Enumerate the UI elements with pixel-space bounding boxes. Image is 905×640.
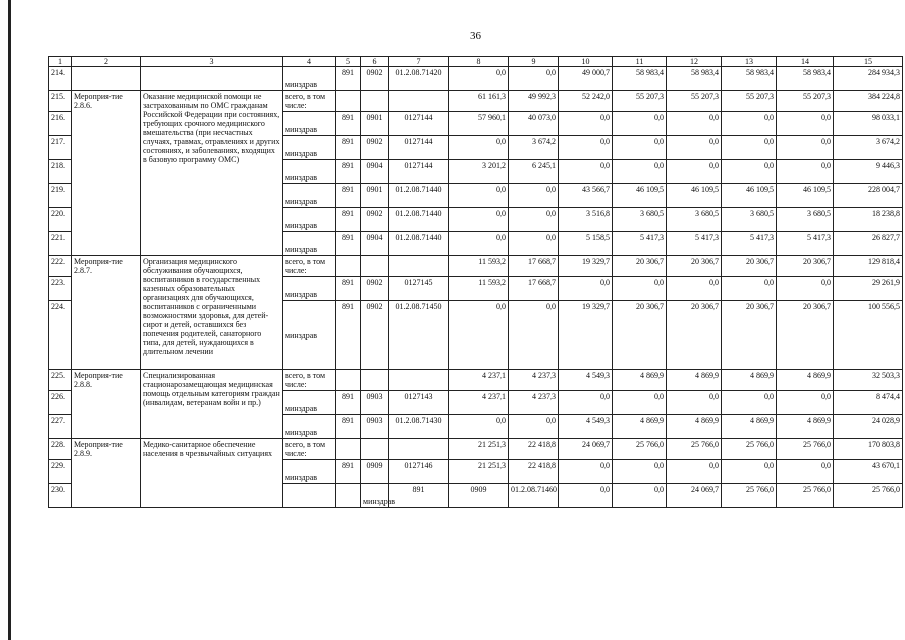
target-article-cell: 01.2.08.71440 [389,232,449,256]
section-cell: 0902 [361,208,389,232]
value-cell: 4 869,9 [613,370,667,391]
object-cell: минздрав [283,160,336,184]
value-cell: 0,0 [613,391,667,415]
total-cell: 384 224,8 [834,91,903,112]
value-cell: 5 158,5 [559,232,613,256]
value-cell: 20 306,7 [613,256,667,277]
grbs-cell [336,256,361,277]
row-number: 229. [49,460,72,484]
header-cell: 11 [613,57,667,67]
target-article-cell: 01.2.08.71420 [389,67,449,91]
value-cell: 0,0 [667,277,722,301]
value-cell: 0,0 [777,160,834,184]
value-cell: 0,0 [722,160,777,184]
value-cell: 25 766,0 [777,484,834,508]
value-cell: 55 207,3 [667,91,722,112]
object-cell: минздрав [283,391,336,415]
object-cell: минздрав [283,415,336,439]
value-cell: 0,0 [509,208,559,232]
object-cell: всего, в том числе: [283,91,336,112]
value-cell: 25 766,0 [722,439,777,460]
value-cell: 0,0 [559,136,613,160]
header-cell: 12 [667,57,722,67]
header-cell: 10 [559,57,613,67]
object-cell: минздрав [283,67,336,91]
grbs-cell: 891 [336,160,361,184]
column-number-header [49,57,903,67]
value-cell: 11 593,2 [449,277,509,301]
value-cell: 25 766,0 [777,439,834,460]
value-cell: 25 766,0 [613,439,667,460]
grbs-cell: 891 [336,301,361,370]
value-cell: 20 306,7 [777,301,834,370]
value-cell: 0,0 [667,136,722,160]
value-cell: 0,0 [722,391,777,415]
section-cell: 0904 [361,160,389,184]
value-cell: 22 418,8 [509,460,559,484]
row-number: 218. [49,160,72,184]
value-cell: 19 329,7 [559,301,613,370]
section-cell: 0904 [361,232,389,256]
value-cell: 4 549,3 [559,415,613,439]
target-article-cell [389,439,449,460]
value-cell: 0,0 [777,112,834,136]
row-number: 215. [49,91,72,112]
value-cell: 3 201,2 [449,160,509,184]
budget-table [48,56,903,508]
value-cell: 4 869,9 [667,415,722,439]
object-cell: минздрав [283,232,336,256]
total-cell: 26 827,7 [834,232,903,256]
value-cell: 49 992,3 [509,91,559,112]
value-cell: 22 418,8 [509,439,559,460]
row-number: 217. [49,136,72,160]
value-cell: 4 869,9 [777,415,834,439]
value-cell: 46 109,5 [722,184,777,208]
section-cell [361,370,389,391]
grbs-cell: 891 [336,460,361,484]
value-cell: 0,0 [559,484,613,508]
section-cell: 0903 [361,391,389,415]
target-article-cell: 0127145 [389,277,449,301]
header-cell: 4 [283,57,336,67]
section-cell: 0909 [449,484,509,508]
event-cell: Мероприя-тие 2.8.9. [72,439,141,508]
value-cell: 46 109,5 [613,184,667,208]
value-cell: 57 960,1 [449,112,509,136]
value-cell: 0,0 [667,112,722,136]
value-cell: 20 306,7 [613,301,667,370]
description-cell: Медико-санитарное обеспечение населения в чрезвычайных ситуациях [141,439,283,508]
grbs-cell: 891 [336,277,361,301]
header-cell: 3 [141,57,283,67]
target-article-cell: 0127146 [389,460,449,484]
value-cell: 24 069,7 [667,484,722,508]
value-cell: 4 869,9 [777,370,834,391]
value-cell: 20 306,7 [722,256,777,277]
value-cell: 46 109,5 [667,184,722,208]
total-cell: 228 004,7 [834,184,903,208]
header-cell: 14 [777,57,834,67]
value-cell: 0,0 [509,301,559,370]
header-cell: 2 [72,57,141,67]
target-article-cell [389,91,449,112]
grbs-cell [336,439,361,460]
value-cell: 4 237,1 [449,391,509,415]
total-cell: 3 674,2 [834,136,903,160]
grbs-cell: 891 [336,184,361,208]
value-cell: 0,0 [449,184,509,208]
value-cell: 0,0 [667,460,722,484]
value-cell: 0,0 [509,184,559,208]
value-cell: 21 251,3 [449,460,509,484]
grbs-cell [336,370,361,391]
header-cell: 1 [49,57,72,67]
value-cell: 0,0 [509,232,559,256]
value-cell: 4 237,3 [509,391,559,415]
section-cell [361,439,389,460]
row-number: 225. [49,370,72,391]
grbs-cell: 891 [336,136,361,160]
object-cell: минздрав [283,301,336,370]
object-cell: минздрав [283,460,336,484]
value-cell: 0,0 [449,301,509,370]
target-article-cell: 01.2.08.71430 [389,415,449,439]
value-cell: 4 869,9 [722,415,777,439]
object-cell: всего, в том числе: [283,256,336,277]
description-cell: Организация медицинского обслуживания обучающихся, воспитанников в государственных казенных образовательных организациях для обучающихся, воспитанников с ограниченными возможностями здоровья, для детей-сирот и детей, оставшихся без попечения родителей, санаторного типа, для детей, нуждающихся в длительном лечении [141,256,283,370]
value-cell: 58 983,4 [777,67,834,91]
value-cell: 21 251,3 [449,439,509,460]
grbs-cell: 891 [336,232,361,256]
value-cell: 3 674,2 [509,136,559,160]
value-cell: 0,0 [777,391,834,415]
value-cell: 25 766,0 [722,484,777,508]
event-cell [72,67,141,91]
table-row [49,370,903,391]
value-cell: 58 983,4 [613,67,667,91]
target-article-cell [389,370,449,391]
object-cell: минздрав [283,136,336,160]
event-cell: Мероприя-тие 2.8.8. [72,370,141,439]
value-cell: 3 680,5 [613,208,667,232]
object-cell: минздрав [283,208,336,232]
value-cell: 0,0 [449,232,509,256]
value-cell: 0,0 [722,460,777,484]
total-cell: 284 934,3 [834,67,903,91]
value-cell: 0,0 [509,415,559,439]
grbs-cell: 891 [389,484,449,508]
target-article-cell: 0127143 [389,391,449,415]
value-cell: 0,0 [722,112,777,136]
value-cell: 0,0 [559,391,613,415]
value-cell: 0,0 [613,277,667,301]
description-cell [336,484,361,508]
value-cell: 43 566,7 [559,184,613,208]
section-cell: 0901 [361,184,389,208]
value-cell: 20 306,7 [722,301,777,370]
section-cell: 0902 [361,277,389,301]
value-cell: 3 680,5 [722,208,777,232]
row-number: 226. [49,391,72,415]
total-cell: 43 670,1 [834,460,903,484]
value-cell: 17 668,7 [509,277,559,301]
total-cell: 8 474,4 [834,391,903,415]
value-cell: 58 983,4 [722,67,777,91]
object-cell: минздрав [361,484,389,508]
value-cell: 0,0 [777,136,834,160]
table-row [49,256,903,277]
target-article-cell: 0127144 [389,160,449,184]
value-cell: 5 417,3 [722,232,777,256]
row-number: 224. [49,301,72,370]
row-number: 219. [49,184,72,208]
event-cell: Мероприя-тие 2.8.6. [72,91,141,256]
grbs-cell: 891 [336,67,361,91]
value-cell: 5 417,3 [667,232,722,256]
value-cell: 19 329,7 [559,256,613,277]
target-article-cell: 01.2.08.71460 [509,484,559,508]
object-cell: минздрав [283,112,336,136]
value-cell: 55 207,3 [613,91,667,112]
event-cell: Мероприя-тие 2.8.7. [72,256,141,370]
object-cell: минздрав [283,184,336,208]
value-cell: 0,0 [559,460,613,484]
value-cell: 0,0 [613,460,667,484]
value-cell: 20 306,7 [777,256,834,277]
value-cell: 0,0 [509,67,559,91]
value-cell: 4 869,9 [613,415,667,439]
value-cell: 0,0 [559,160,613,184]
value-cell: 0,0 [667,160,722,184]
value-cell: 55 207,3 [777,91,834,112]
value-cell: 0,0 [449,208,509,232]
section-cell [361,91,389,112]
header-cell: 15 [834,57,903,67]
value-cell: 49 000,7 [559,67,613,91]
value-cell: 0,0 [559,112,613,136]
row-number: 220. [49,208,72,232]
header-cell: 8 [449,57,509,67]
section-cell: 0901 [361,112,389,136]
grbs-cell [336,91,361,112]
value-cell: 0,0 [613,484,667,508]
grbs-cell: 891 [336,415,361,439]
section-cell [361,256,389,277]
total-cell: 98 033,1 [834,112,903,136]
description-cell [141,67,283,91]
grbs-cell: 891 [336,391,361,415]
value-cell: 5 417,3 [613,232,667,256]
section-cell: 0902 [361,136,389,160]
scan-margin-bar [8,0,11,640]
total-cell: 9 446,3 [834,160,903,184]
value-cell: 0,0 [449,136,509,160]
value-cell: 3 516,8 [559,208,613,232]
header-cell: 5 [336,57,361,67]
value-cell: 46 109,5 [777,184,834,208]
object-cell: всего, в том числе: [283,370,336,391]
value-cell: 11 593,2 [449,256,509,277]
value-cell: 4 869,9 [722,370,777,391]
target-article-cell [389,256,449,277]
value-cell: 6 245,1 [509,160,559,184]
value-cell: 0,0 [777,277,834,301]
value-cell: 3 680,5 [777,208,834,232]
total-cell: 18 238,8 [834,208,903,232]
target-article-cell: 0127144 [389,112,449,136]
value-cell: 24 069,7 [559,439,613,460]
row-number: 227. [49,415,72,439]
value-cell: 0,0 [722,136,777,160]
grbs-cell: 891 [336,112,361,136]
section-cell: 0903 [361,415,389,439]
value-cell: 4 869,9 [667,370,722,391]
target-article-cell: 01.2.08.71440 [389,184,449,208]
total-cell: 170 803,8 [834,439,903,460]
value-cell: 0,0 [777,460,834,484]
table-row [49,439,903,460]
header-cell: 7 [389,57,449,67]
target-article-cell: 01.2.08.71440 [389,208,449,232]
value-cell: 55 207,3 [722,91,777,112]
table-row [49,67,903,91]
value-cell: 0,0 [613,136,667,160]
header-cell: 6 [361,57,389,67]
description-cell: Специализированная стационарозамещающая медицинская помощь отдельным категориям граждан (инвалидам, ветеранам войн и пр.) [141,370,283,439]
value-cell: 0,0 [613,112,667,136]
row-number: 221. [49,232,72,256]
value-cell: 20 306,7 [667,256,722,277]
value-cell: 17 668,7 [509,256,559,277]
row-number: 223. [49,277,72,301]
value-cell: 4 237,1 [449,370,509,391]
page-number: 36 [470,30,481,42]
total-cell: 24 028,9 [834,415,903,439]
table-row [49,91,903,112]
row-number: 228. [49,439,72,460]
value-cell: 0,0 [449,415,509,439]
value-cell: 0,0 [613,160,667,184]
row-number: 230. [49,484,72,508]
row-number: 216. [49,112,72,136]
row-number: 222. [49,256,72,277]
value-cell: 52 242,0 [559,91,613,112]
total-cell: 32 503,3 [834,370,903,391]
value-cell: 20 306,7 [667,301,722,370]
value-cell: 58 983,4 [667,67,722,91]
grbs-cell: 891 [336,208,361,232]
header-cell: 9 [509,57,559,67]
value-cell: 4 237,3 [509,370,559,391]
section-cell: 0902 [361,67,389,91]
value-cell: 61 161,3 [449,91,509,112]
value-cell: 3 680,5 [667,208,722,232]
section-cell: 0909 [361,460,389,484]
value-cell: 0,0 [449,67,509,91]
total-cell: 129 818,4 [834,256,903,277]
value-cell: 4 549,3 [559,370,613,391]
target-article-cell: 01.2.08.71450 [389,301,449,370]
object-cell: минздрав [283,277,336,301]
value-cell: 0,0 [559,277,613,301]
target-article-cell: 0127144 [389,136,449,160]
value-cell: 0,0 [667,391,722,415]
description-cell: Оказание медицинской помощи не застрахованным по ОМС гражданам Российской Федерации при состояниях, требующих срочного медицинского вмешательства (при несчастных случаях, травмах, отравлениях и других состояниях, и заболеваниях, входящих в базовую программу ОМС) [141,91,283,256]
row-number: 214. [49,67,72,91]
value-cell: 5 417,3 [777,232,834,256]
total-cell: 100 556,5 [834,301,903,370]
value-cell: 25 766,0 [834,484,903,508]
event-cell [283,484,336,508]
object-cell: всего, в том числе: [283,439,336,460]
value-cell: 0,0 [722,277,777,301]
value-cell: 40 073,0 [509,112,559,136]
value-cell: 25 766,0 [667,439,722,460]
section-cell: 0902 [361,301,389,370]
total-cell: 29 261,9 [834,277,903,301]
header-cell: 13 [722,57,777,67]
